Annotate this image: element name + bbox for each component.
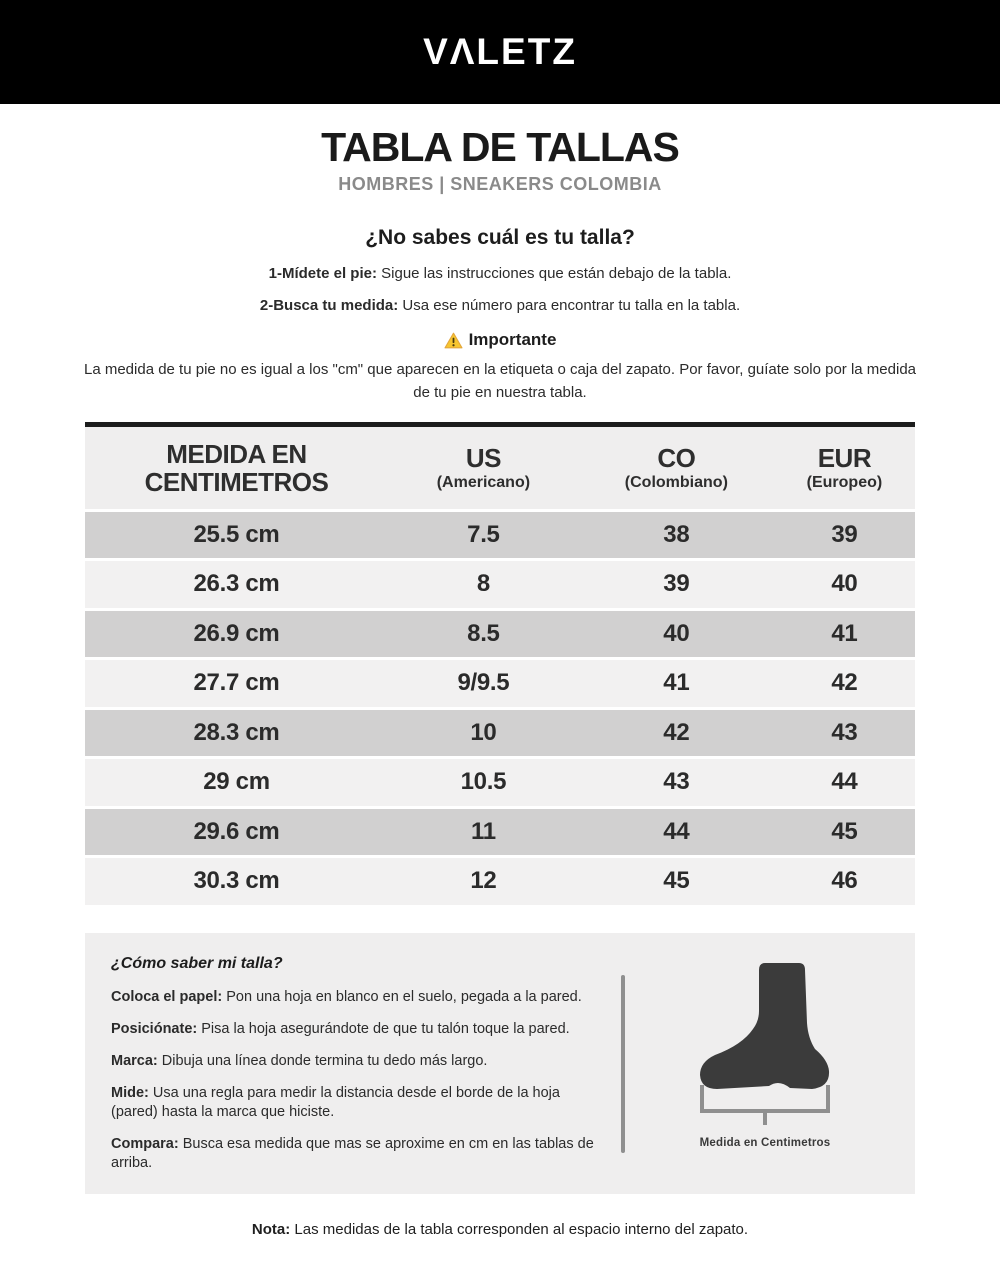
intro-step-1-text: Sigue las instrucciones que están debajo de la tabla.	[381, 265, 732, 282]
table-row: 30.3 cm 12 45 46	[85, 855, 915, 905]
warning-triangle-icon	[444, 332, 463, 349]
foot-silhouette-icon	[695, 961, 835, 1134]
important-title: Importante	[468, 330, 557, 349]
intro-step-2-label: 2-Busca tu medida:	[259, 297, 399, 314]
table-row: 28.3 cm 10 42 43	[85, 707, 915, 757]
column-header-us: US (Americano)	[436, 443, 531, 491]
how-to-instructions	[111, 955, 603, 1174]
table-row: 29 cm 10.5 43 44	[85, 756, 915, 806]
intro-question: ¿No sabes cuál es tu talla?	[365, 226, 635, 249]
howto-step-compara: Compara: Busca esa medida que mas se aproxime en cm en las tablas de arriba.	[111, 1136, 594, 1172]
table-row: 26.3 cm 8 39 40	[85, 558, 915, 608]
table-row: 25.5 cm 7.5 38 39	[85, 509, 915, 559]
page-subtitle: HOMBRES | SNEAKERS COLOMBIA	[338, 174, 662, 194]
howto-step-coloca: Coloca el papel: Pon una hoja en blanco en el suelo, pegada a la pared.	[111, 988, 582, 1005]
howto-step-posicionate: Posiciónate: Pisa la hoja asegurándote de que tu talón toque la pared.	[111, 1020, 570, 1037]
column-header-eur: EUR (Europeo)	[806, 443, 883, 491]
column-header-cm: MEDIDA EN CENTIMETROS	[144, 438, 329, 498]
important-heading	[0, 330, 1000, 350]
table-row: 29.6 cm 11 44 45	[85, 806, 915, 856]
table-row: 26.9 cm 8.5 40 41	[85, 608, 915, 658]
table-row: 27.7 cm 9/9.5 41 42	[85, 657, 915, 707]
important-text: La medida de tu pie no es igual a los "cm" que aparecen en la etiqueta o caja del zapato. Por favor, guíate solo por la medida de tu pie en nuestra tabla.	[83, 361, 917, 402]
size-table-header-row	[85, 427, 915, 509]
column-header-co: CO (Colombiano)	[624, 443, 728, 491]
size-table	[85, 422, 915, 905]
brand-logo: VΛLETZ	[423, 31, 577, 72]
how-to-box	[85, 933, 915, 1194]
measure-diagram	[639, 955, 891, 1174]
intro-step-2-text: Usa ese número para encontrar tu talla en la tabla.	[402, 297, 741, 314]
footer-note	[0, 1221, 1000, 1268]
howto-step-marca: Marca: Dibuja una línea donde termina tu dedo más largo.	[111, 1052, 488, 1069]
intro-step-1-label: 1-Mídete el pie:	[268, 265, 377, 282]
howto-step-mide: Mide: Usa una regla para medir la distancia desde el borde de la hoja (pared) hasta la marca que hiciste.	[111, 1085, 560, 1121]
page-title: TABLA DE TALLAS	[321, 124, 679, 170]
howto-title: ¿Cómo saber mi talla?	[111, 954, 283, 972]
vertical-divider	[621, 975, 625, 1153]
footer-note-text: Las medidas de la tabla corresponden al espacio interno del zapato.	[294, 1220, 749, 1238]
footer-note-label: Nota:	[251, 1220, 291, 1238]
intro-step-2	[0, 297, 1000, 314]
intro-step-1	[0, 265, 1000, 282]
diagram-label: Medida en Centimetros	[699, 1136, 831, 1149]
brand-header	[0, 0, 1000, 104]
